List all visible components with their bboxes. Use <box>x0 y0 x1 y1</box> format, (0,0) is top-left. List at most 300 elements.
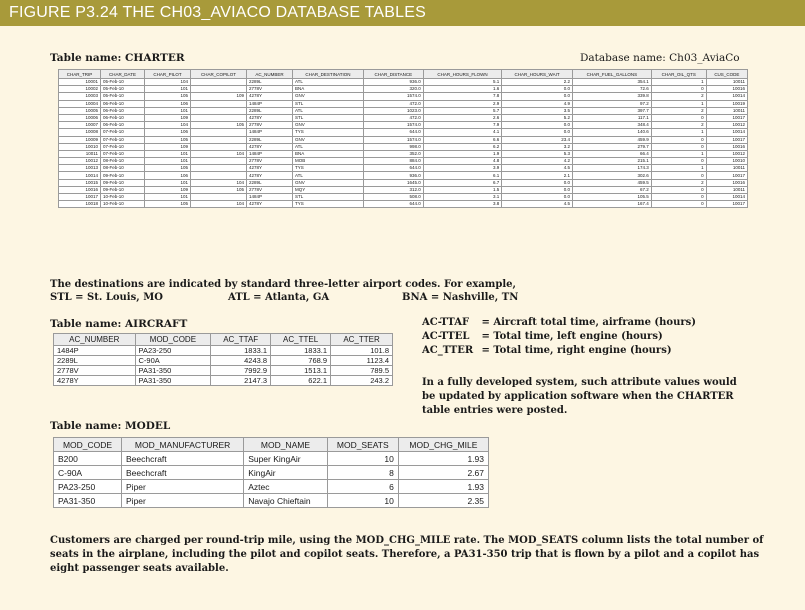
table-cell: TYS <box>293 129 364 136</box>
table-cell: 1 <box>651 100 706 107</box>
table-cell: 3.9 <box>423 165 501 172</box>
table-cell: 10011 <box>706 79 747 86</box>
table-cell: 101 <box>145 194 191 201</box>
table-cell: 101 <box>145 107 191 114</box>
table-cell: Beechcraft <box>122 466 244 480</box>
table-cell: 07-Feb-10 <box>100 150 144 157</box>
charter-body <box>59 79 748 208</box>
table-cell: 6.7 <box>423 179 501 186</box>
table-cell: 4278Y <box>54 376 136 386</box>
table-row <box>59 158 748 165</box>
table-cell: Piper <box>122 494 244 508</box>
table-cell: MQY <box>293 186 364 193</box>
table-cell: 279.7 <box>573 143 652 150</box>
aircraft-col-header: MOD_CODE <box>135 334 211 346</box>
table-cell: 2.9 <box>423 100 501 107</box>
table-row <box>54 452 489 466</box>
table-cell: 2778V <box>246 122 292 129</box>
legend-key: AC-TTEL <box>422 331 470 342</box>
table-cell: 10017 <box>706 201 747 208</box>
legend-key: AC-TTAF <box>422 317 470 328</box>
table-cell: BNA <box>293 150 364 157</box>
table-cell: 10017 <box>706 172 747 179</box>
table-cell: 117.1 <box>573 114 652 121</box>
table-cell: 67.2 <box>573 186 652 193</box>
table-cell: 10017 <box>706 136 747 143</box>
table-cell: 4278Y <box>246 93 292 100</box>
table-cell: 2.1 <box>502 172 573 179</box>
table-cell: 4243.8 <box>211 356 271 366</box>
table-row <box>59 179 748 186</box>
table-cell: 10006 <box>59 114 101 121</box>
table-cell: 101 <box>145 150 191 157</box>
model-col-header: MOD_NAME <box>244 438 328 452</box>
table-cell: 0.0 <box>502 129 573 136</box>
table-cell: PA31-350 <box>135 376 211 386</box>
table-cell: 2289L <box>246 136 292 143</box>
table-cell <box>191 100 247 107</box>
table-cell: 472.0 <box>363 114 423 121</box>
table-cell: 1833.1 <box>211 346 271 356</box>
table-cell: 0 <box>651 194 706 201</box>
table-cell: 10010 <box>59 143 101 150</box>
table-cell: 6 <box>327 480 398 494</box>
table-cell: 644.0 <box>363 165 423 172</box>
aircraft-col-header: AC_TTEL <box>271 334 331 346</box>
table-cell: 10011 <box>706 107 747 114</box>
aircraft-header-row <box>54 334 393 346</box>
table-cell: 10 <box>327 452 398 466</box>
table-cell: PA31-350 <box>54 494 122 508</box>
table-cell: 10009 <box>59 136 101 143</box>
table-cell: 7992.9 <box>211 366 271 376</box>
table-cell: 10013 <box>59 165 101 172</box>
table-cell: 0.0 <box>502 122 573 129</box>
table-row <box>54 466 489 480</box>
table-cell: 07-Feb-10 <box>100 136 144 143</box>
table-cell: 936.0 <box>363 172 423 179</box>
charter-col-header: CHAR_TRIP <box>59 70 101 79</box>
table-row <box>54 356 393 366</box>
table-cell: 4.2 <box>502 158 573 165</box>
table-cell: 243.2 <box>331 376 393 386</box>
table-cell: 0 <box>651 136 706 143</box>
table-cell: GNV <box>293 122 364 129</box>
table-cell: 10001 <box>59 79 101 86</box>
table-cell: 10016 <box>706 179 747 186</box>
table-cell: 1 <box>651 79 706 86</box>
model-col-header: MOD_MANUFACTURER <box>122 438 244 452</box>
table-row <box>59 143 748 150</box>
table-cell: 2289L <box>246 79 292 86</box>
table-cell: 2289L <box>246 179 292 186</box>
table-cell: PA23-250 <box>54 480 122 494</box>
table-cell: 1023.0 <box>363 107 423 114</box>
table-cell: 1833.1 <box>271 346 331 356</box>
table-cell: 05-Feb-10 <box>100 86 144 93</box>
charter-col-header: CHAR_DESTINATION <box>293 70 364 79</box>
table-cell <box>191 129 247 136</box>
table-cell: 101 <box>145 86 191 93</box>
table-cell: PA31-350 <box>135 366 211 376</box>
table-cell: 10012 <box>706 150 747 157</box>
table-cell: 1645.0 <box>363 179 423 186</box>
table-cell: 4.8 <box>423 158 501 165</box>
model-col-header: MOD_CHG_MILE <box>398 438 488 452</box>
table-cell <box>191 114 247 121</box>
table-cell: ATL <box>293 143 364 150</box>
table-cell: GNV <box>293 179 364 186</box>
table-cell: PA23-250 <box>135 346 211 356</box>
table-cell: 4.5 <box>502 165 573 172</box>
table-cell <box>191 79 247 86</box>
charter-header-row <box>59 70 748 79</box>
table-cell: 105 <box>145 93 191 100</box>
table-row <box>59 136 748 143</box>
table-cell: 10014 <box>706 93 747 100</box>
table-cell: 1.93 <box>398 480 488 494</box>
table-cell: MOB <box>293 158 364 165</box>
aircraft-col-header: AC_NUMBER <box>54 334 136 346</box>
table-cell: KingAir <box>244 466 328 480</box>
table-cell: 352.0 <box>363 150 423 157</box>
table-cell: 302.6 <box>573 172 652 179</box>
table-cell: C-90A <box>54 466 122 480</box>
table-cell: 0 <box>651 201 706 208</box>
table-cell: 1.5 <box>423 186 501 193</box>
table-row <box>59 201 748 208</box>
table-cell: GNV <box>293 93 364 100</box>
table-cell: 1.9 <box>423 150 501 157</box>
table-cell: ATL <box>293 107 364 114</box>
table-cell: TYS <box>293 165 364 172</box>
table-cell: 2778V <box>54 366 136 376</box>
footer-paragraph: Customers are charged per round-trip mile, using the MOD_CHG_MILE rate. The MOD_SEATS column lists the total number of seats in the airplane, including the pilot and copilot seats. Therefore, a PA31-350 trip that is flown by a pilot and a copilot has eight passenger seats available. <box>50 535 764 574</box>
table-cell: 1484P <box>246 150 292 157</box>
table-cell: 105.5 <box>573 194 652 201</box>
table-row <box>54 346 393 356</box>
table-cell: 3.8 <box>423 201 501 208</box>
table-cell: 459.9 <box>573 136 652 143</box>
table-row <box>59 107 748 114</box>
aircraft-table-label: Table name: AIRCRAFT <box>50 318 188 330</box>
table-cell: 0.0 <box>502 86 573 93</box>
table-cell <box>191 143 247 150</box>
table-cell: 2 <box>651 122 706 129</box>
table-cell: 2289L <box>246 107 292 114</box>
table-cell: C-90A <box>135 356 211 366</box>
table-row <box>59 93 748 100</box>
table-cell: 2.2 <box>502 79 573 86</box>
table-cell <box>191 107 247 114</box>
table-cell: 0 <box>651 158 706 165</box>
table-cell: 0.0 <box>502 194 573 201</box>
charter-col-header: CHAR_FUEL_GALLONS <box>573 70 652 79</box>
table-cell: 6.2 <box>423 143 501 150</box>
table-cell: 1123.4 <box>331 356 393 366</box>
table-cell: 0.0 <box>502 186 573 193</box>
table-cell: 140.6 <box>573 129 652 136</box>
table-cell: 1574.0 <box>363 93 423 100</box>
table-cell: 23.4 <box>502 136 573 143</box>
table-cell: 10012 <box>706 122 747 129</box>
table-cell: 10017 <box>706 114 747 121</box>
table-cell: 1.93 <box>398 452 488 466</box>
dest-stl: STL = St. Louis, MO <box>50 292 163 303</box>
table-cell: 109 <box>145 186 191 193</box>
table-cell: 2778V <box>246 186 292 193</box>
table-cell: 644.0 <box>363 201 423 208</box>
table-cell: 101 <box>145 179 191 186</box>
table-row <box>59 100 748 107</box>
table-cell: 5.1 <box>423 79 501 86</box>
table-cell: 1513.1 <box>271 366 331 376</box>
table-cell: 06-Feb-10 <box>100 114 144 121</box>
table-cell: 05-Feb-10 <box>100 79 144 86</box>
table-cell: 10016 <box>706 143 747 150</box>
table-cell: 1574.0 <box>363 122 423 129</box>
figure-title: FIGURE P3.24 THE CH03_AVIACO DATABASE TABLES <box>0 0 805 26</box>
table-cell: 2.67 <box>398 466 488 480</box>
table-cell: 0.0 <box>502 93 573 100</box>
table-cell: 0 <box>651 186 706 193</box>
table-cell: 5.7 <box>423 107 501 114</box>
table-cell: 3.5 <box>502 107 573 114</box>
charter-col-header: CHAR_DISTANCE <box>363 70 423 79</box>
table-cell: 215.1 <box>573 158 652 165</box>
table-row <box>59 86 748 93</box>
table-row <box>59 122 748 129</box>
table-cell: 10018 <box>59 201 101 208</box>
table-row <box>59 114 748 121</box>
table-cell: 5.2 <box>502 114 573 121</box>
table-cell: 106 <box>145 100 191 107</box>
table-cell <box>191 165 247 172</box>
table-cell: STL <box>293 100 364 107</box>
table-cell: 10011 <box>706 186 747 193</box>
table-cell: 105 <box>145 201 191 208</box>
table-cell: 09-Feb-10 <box>100 172 144 179</box>
table-cell: 10002 <box>59 86 101 93</box>
model-col-header: MOD_SEATS <box>327 438 398 452</box>
table-cell: 07-Feb-10 <box>100 143 144 150</box>
table-cell: 2.35 <box>398 494 488 508</box>
table-cell: Navajo Chieftain <box>244 494 328 508</box>
table-cell: 4.5 <box>502 201 573 208</box>
table-cell: 104 <box>191 201 247 208</box>
table-cell: 05-Feb-10 <box>100 93 144 100</box>
table-row <box>54 366 393 376</box>
table-cell: B200 <box>54 452 122 466</box>
table-row <box>59 150 748 157</box>
model-table <box>53 437 489 508</box>
charter-col-header: CHAR_DATE <box>100 70 144 79</box>
table-cell: 10-Feb-10 <box>100 194 144 201</box>
table-cell: 397.7 <box>573 107 652 114</box>
legend-tter <box>422 344 696 358</box>
table-cell: 4.1 <box>423 129 501 136</box>
table-cell: 4278Y <box>246 172 292 179</box>
table-cell: 5.3 <box>502 150 573 157</box>
table-cell: 3.1 <box>423 194 501 201</box>
table-cell: 4278Y <box>246 201 292 208</box>
charter-col-header: CHAR_HOURS_WAIT <box>502 70 573 79</box>
table-cell: 06-Feb-10 <box>100 107 144 114</box>
table-cell: 10004 <box>59 100 101 107</box>
table-cell: 1574.0 <box>363 136 423 143</box>
table-cell: 10016 <box>706 86 747 93</box>
table-cell: 0 <box>651 114 706 121</box>
table-cell: 07-Feb-10 <box>100 129 144 136</box>
table-cell: 0 <box>651 172 706 179</box>
table-cell: 2778V <box>246 158 292 165</box>
table-cell: 10014 <box>59 172 101 179</box>
table-cell: 1484P <box>246 194 292 201</box>
table-cell: 104 <box>191 179 247 186</box>
table-cell: 10019 <box>706 100 747 107</box>
table-cell: 472.0 <box>363 100 423 107</box>
table-cell: BNA <box>293 86 364 93</box>
aircraft-body <box>54 346 393 386</box>
table-cell: STL <box>293 114 364 121</box>
table-cell: 109 <box>191 93 247 100</box>
table-cell: 08-Feb-10 <box>100 158 144 165</box>
table-cell: 101.8 <box>331 346 393 356</box>
table-row <box>54 494 489 508</box>
table-cell: 8 <box>327 466 398 480</box>
table-cell: 2 <box>651 179 706 186</box>
table-cell: Super KingAir <box>244 452 328 466</box>
table-cell: 936.0 <box>363 79 423 86</box>
table-cell: 7.8 <box>423 93 501 100</box>
charter-col-header: CUS_CODE <box>706 70 747 79</box>
table-cell: 109 <box>145 114 191 121</box>
table-cell: 10 <box>327 494 398 508</box>
table-cell: 312.0 <box>363 186 423 193</box>
table-cell: 6.6 <box>423 136 501 143</box>
table-cell: Beechcraft <box>122 452 244 466</box>
table-cell <box>191 158 247 165</box>
table-cell: 2 <box>651 107 706 114</box>
table-cell <box>191 194 247 201</box>
table-cell: ATL <box>293 79 364 86</box>
legend-desc: = Total time, left engine (hours) <box>481 331 663 342</box>
table-row <box>59 79 748 86</box>
dest-atl: ATL = Atlanta, GA <box>228 292 330 303</box>
table-cell: 106 <box>145 172 191 179</box>
table-cell: 10005 <box>59 107 101 114</box>
table-cell: 109 <box>145 143 191 150</box>
table-cell: 1484P <box>246 100 292 107</box>
table-cell: 10007 <box>59 122 101 129</box>
table-cell: 339.8 <box>573 93 652 100</box>
table-cell: 1484P <box>246 129 292 136</box>
destinations-intro: The destinations are indicated by standard three-letter airport codes. For example, <box>50 279 516 290</box>
table-cell: STL <box>293 194 364 201</box>
aircraft-table <box>53 333 393 386</box>
table-cell: 2289L <box>54 356 136 366</box>
table-row <box>54 376 393 386</box>
table-cell: 09-Feb-10 <box>100 186 144 193</box>
table-cell: 1484P <box>54 346 136 356</box>
table-cell: 106 <box>145 129 191 136</box>
table-cell: GNV <box>293 136 364 143</box>
model-body <box>54 452 489 508</box>
table-cell: Aztec <box>244 480 328 494</box>
table-cell: 4278Y <box>246 114 292 121</box>
charter-col-header: CHAR_COPILOT <box>191 70 247 79</box>
table-cell: 884.0 <box>363 158 423 165</box>
table-cell: 105 <box>145 136 191 143</box>
table-cell: 10016 <box>59 186 101 193</box>
table-cell: 09-Feb-10 <box>100 179 144 186</box>
table-cell <box>191 172 247 179</box>
table-cell: 4278Y <box>246 165 292 172</box>
table-cell: 2147.3 <box>211 376 271 386</box>
charter-col-header: CHAR_OIL_QTS <box>651 70 706 79</box>
table-cell: 354.1 <box>573 79 652 86</box>
model-header-row <box>54 438 489 452</box>
charter-col-header: AC_NUMBER <box>246 70 292 79</box>
table-cell <box>191 86 247 93</box>
table-cell: 3.2 <box>502 143 573 150</box>
table-row <box>59 194 748 201</box>
table-cell: 105 <box>145 165 191 172</box>
model-col-header: MOD_CODE <box>54 438 122 452</box>
table-cell: 06-Feb-10 <box>100 122 144 129</box>
table-cell: 10014 <box>706 194 747 201</box>
table-cell: 0 <box>651 143 706 150</box>
table-cell: 508.0 <box>363 194 423 201</box>
table-cell: 2 <box>651 93 706 100</box>
table-cell: 104 <box>145 79 191 86</box>
table-cell: 104 <box>145 122 191 129</box>
table-cell: 10010 <box>706 158 747 165</box>
table-cell: 348.4 <box>573 122 652 129</box>
dest-bna: BNA = Nashville, TN <box>402 292 519 303</box>
table-cell: 789.5 <box>331 366 393 376</box>
table-row <box>59 129 748 136</box>
table-row <box>59 172 748 179</box>
table-row <box>54 480 489 494</box>
table-cell: 97.2 <box>573 100 652 107</box>
table-cell: 10011 <box>706 165 747 172</box>
table-cell: 105 <box>191 122 247 129</box>
table-cell: 459.5 <box>573 179 652 186</box>
aircraft-col-header: AC_TTER <box>331 334 393 346</box>
table-cell: 7.9 <box>423 122 501 129</box>
table-cell: 4278Y <box>246 143 292 150</box>
legend-ttel <box>422 330 696 344</box>
table-cell: 320.0 <box>363 86 423 93</box>
table-row <box>59 165 748 172</box>
table-cell: 2.6 <box>423 114 501 121</box>
table-cell: 1 <box>651 129 706 136</box>
table-cell: 1 <box>651 165 706 172</box>
table-cell: 167.4 <box>573 201 652 208</box>
table-cell: 72.6 <box>573 86 652 93</box>
charter-col-header: CHAR_HOURS_FLOWN <box>423 70 501 79</box>
update-note: In a fully developed system, such attribute values would be updated by application software when the CHARTER table entries were posted. <box>422 377 737 416</box>
aircraft-col-header: AC_TTAF <box>211 334 271 346</box>
legend-ttaf <box>422 316 696 330</box>
table-cell: 101 <box>145 158 191 165</box>
table-cell: TYS <box>293 201 364 208</box>
legend-desc: = Aircraft total time, airframe (hours) <box>481 317 696 328</box>
table-cell: 10017 <box>59 194 101 201</box>
table-cell <box>191 136 247 143</box>
table-cell: 6.1 <box>423 172 501 179</box>
